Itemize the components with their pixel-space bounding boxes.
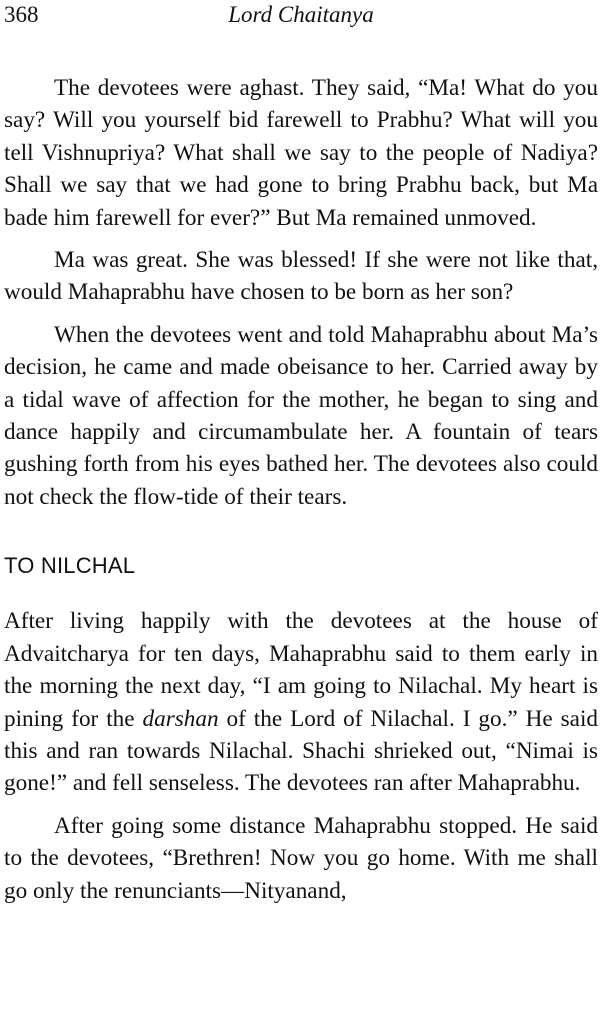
paragraph-mahaprabhu-stopped: After going some distance Mahaprabhu stopped. He said to the devotees, “Brethren! Now you go home. With me shall go only the renunciants—Nityanand, xyxy=(4,812,598,904)
section-heading: TO NILCHAL xyxy=(4,553,136,579)
paragraph-obeisance: When the devotees went and told Mahaprabhu about Ma’s decision, he came and made obeisance to her. Carried away by a tidal wave of affection for the mother, he began to sing and dance happily and circumambulate her. A fountain of tears gushing forth from his eyes bathed her. The devotees also could not check the flow-tide of their tears. xyxy=(4,321,598,510)
running-head xyxy=(4,0,598,40)
paragraph-devotees-aghast: The devotees were aghast. They said, “Ma! What do you say? Will you yourself bid farewell to Prabhu? What will you tell Vishnupriya? What shall we say to the people of Nadiya? Shall we say that we had gone to bring Prabhu back, but Ma bade him farewell for ever?” But Ma remained unmoved. xyxy=(4,75,598,231)
paragraph-ma-was-great: Ma was great. She was blessed! If she were not like that, would Mahaprabhu have chosen to be born as her son? xyxy=(4,247,598,306)
body-text xyxy=(4,72,598,907)
page-number: 368 xyxy=(4,2,39,27)
paragraph-departure-part1: After living happily with the devotees at the house of Advaitcharya for ten days, Mahaprabhu said to them early in the morning the next day, “I am going to Nilachal. My heart is pining for the xyxy=(4,608,598,732)
italic-term-darshan: darshan xyxy=(142,705,219,732)
paragraph-departure xyxy=(4,605,598,799)
paragraph-departure-part2: of the Lord of Nilachal. I go.” He said this and ran towards Nilachal. Shachi shrieked out, “Nimai is gone!” and fell senseless. The devotees ran after Mahaprabhu. xyxy=(4,705,599,797)
book-page xyxy=(4,0,598,1025)
book-title: Lord Chaitanya xyxy=(228,2,374,27)
